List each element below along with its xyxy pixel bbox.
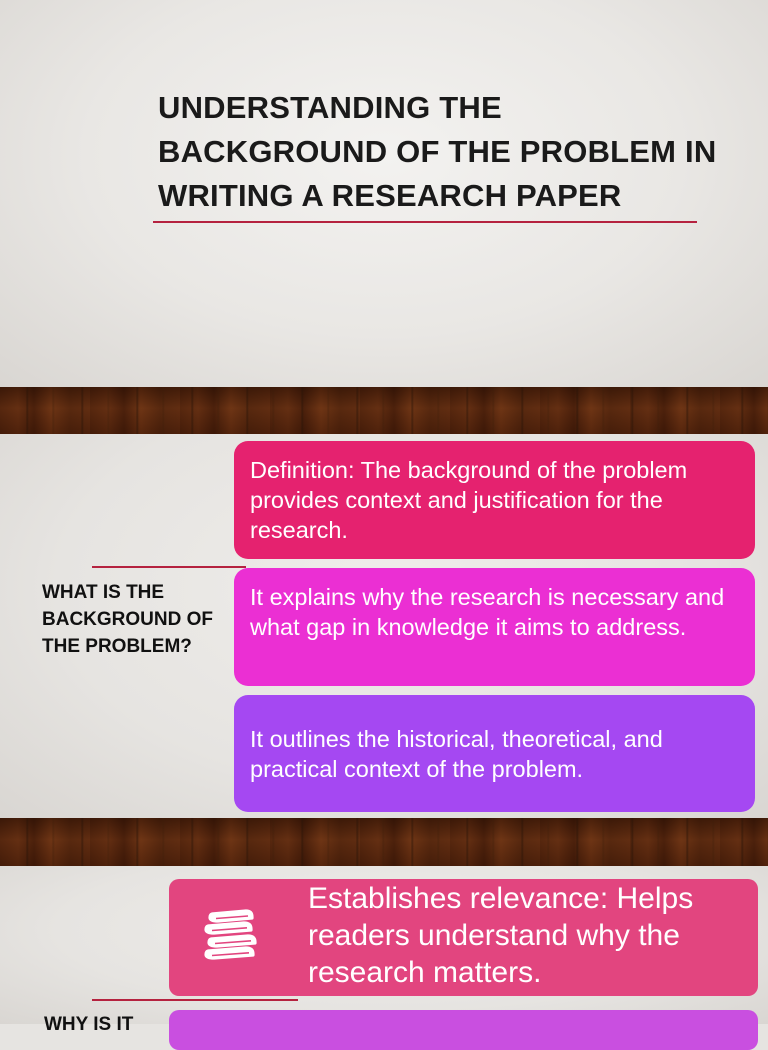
wood-floor-divider [0, 387, 768, 434]
title-slide [0, 0, 768, 387]
card-text: It outlines the historical, theoretical, and practical context of the problem. [250, 725, 663, 782]
definition-card [234, 441, 755, 559]
wood-floor-divider [0, 818, 768, 866]
next-card [169, 1010, 758, 1050]
slide-heading: WHAT IS THE BACKGROUND OF THE PROBLEM? [42, 582, 213, 657]
slide-title: UNDERSTANDING THE BACKGROUND OF THE PROBLEM IN WRITING A RESEARCH PAPER [158, 90, 717, 213]
title-underline [153, 221, 697, 223]
heading-rule [92, 566, 246, 568]
context-card [234, 695, 755, 812]
heading-rule [92, 999, 298, 1001]
card-text: Establishes relevance: Helps readers understand why the research matters. [308, 882, 694, 989]
card-text: Definition: The background of the problem provides context and justification for the research. [250, 457, 688, 543]
slide-heading: WHY IS IT [44, 1014, 134, 1035]
card-text: It explains why the research is necessary and what gap in knowledge it aims to address. [250, 584, 725, 640]
books-icon [202, 908, 260, 960]
necessity-card [234, 568, 755, 686]
